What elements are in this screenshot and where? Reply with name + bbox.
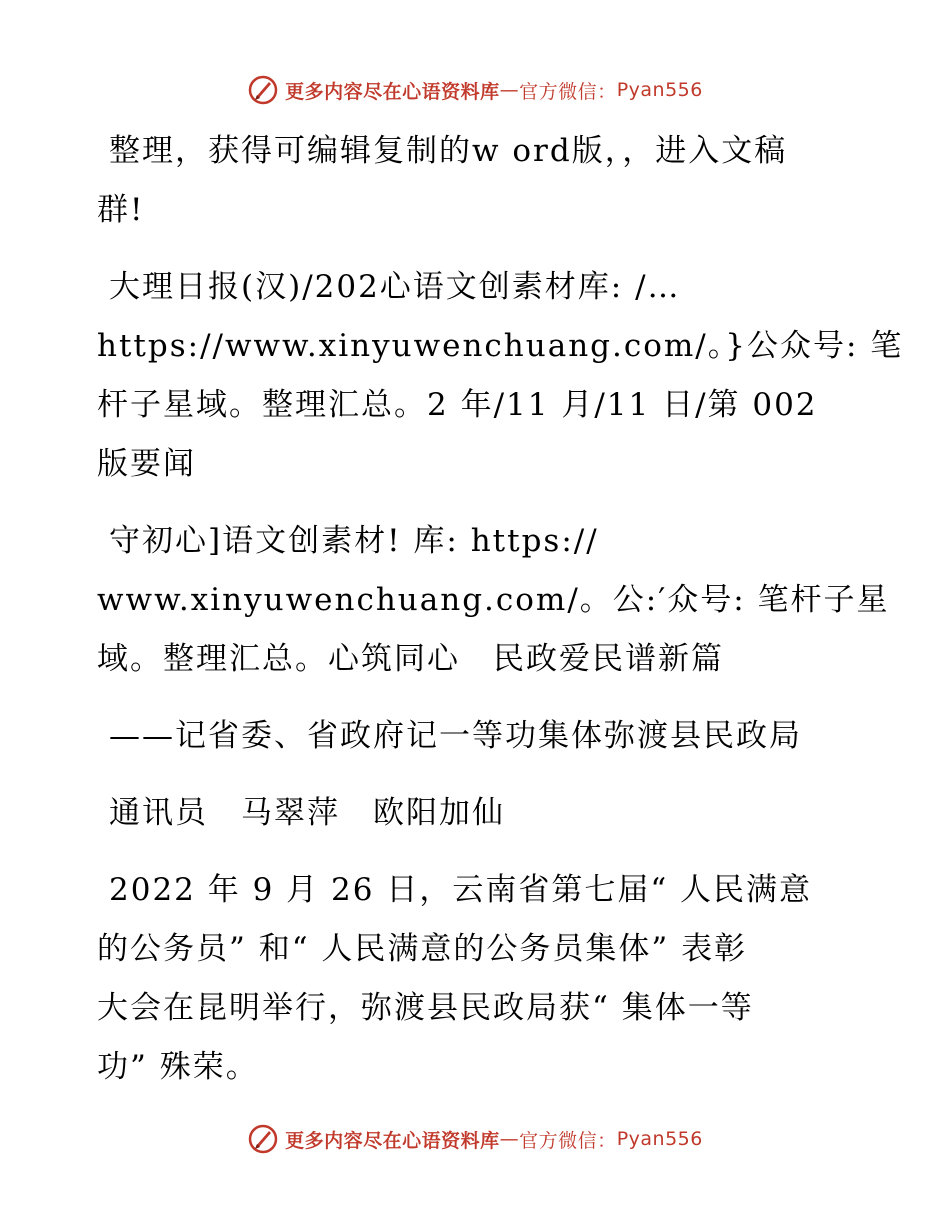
banner-main-text: 更多内容尽在心语资料库: [285, 80, 500, 103]
paragraph-notice: [97, 122, 857, 240]
banner-wechat-handle: Pyan556: [616, 1128, 703, 1150]
header-banner: [0, 74, 950, 106]
paragraph-line: 通讯员 马翠萍 欧阳加仙: [109, 795, 505, 831]
paragraph-line: 守初心]语文创素材! 库: https://: [109, 523, 599, 559]
banner-wechat-label: 官方微信：: [519, 80, 617, 103]
paragraph-line: ——记省委、省政府记一等功集体弥渡县民政局: [109, 718, 802, 754]
paragraph-line: 2022 年 9 月 26 日，云南省第七届“ 人民满意: [109, 872, 813, 908]
document-body: [97, 122, 904, 1115]
paragraph-line: 的公务员” 和“ 人民满意的公务员集体” 表彰: [97, 931, 748, 967]
paragraph-line: 群!: [97, 192, 145, 228]
paragraph-source-1: [97, 258, 904, 494]
quill-pen-logo-icon: [247, 74, 279, 106]
paragraph-line: 域。整理汇总。心筑同心 民政爱民谱新篇: [97, 641, 724, 677]
paragraph-line: 整理，获得可编辑复制的w ord版，，进入文稿: [109, 133, 788, 169]
banner-wechat-handle: Pyan556: [616, 79, 703, 101]
paragraph-body: [97, 861, 857, 1097]
paragraph-line: www.xinyuwenchuang.com/。公:′众号: 笔杆子星: [97, 582, 890, 618]
paragraph-line: 功” 殊荣。: [97, 1049, 259, 1085]
footer-banner: [0, 1123, 950, 1155]
banner-wechat-label: 官方微信：: [519, 1129, 617, 1152]
paragraph-line: 版要闻: [97, 446, 196, 482]
paragraph-line: 大会在昆明举行，弥渡县民政局获“ 集体一等: [97, 990, 754, 1026]
paragraph-line: 杆子星域。整理汇总。2 年/11 月/11 日/第 002: [97, 387, 818, 423]
article-byline: [97, 784, 857, 843]
paragraph-line: https://www.xinyuwenchuang.com/。}公众号: 笔: [97, 328, 904, 364]
banner-dash: —: [499, 1128, 520, 1150]
paragraph-source-2: [97, 512, 890, 689]
article-subtitle: [97, 707, 857, 766]
quill-pen-logo-icon: [247, 1123, 279, 1155]
paragraph-line: 大理日报(汉)/202心语文创素材库: /…: [109, 269, 681, 305]
banner-main-text: 更多内容尽在心语资料库: [285, 1129, 500, 1152]
banner-dash: —: [499, 79, 520, 101]
